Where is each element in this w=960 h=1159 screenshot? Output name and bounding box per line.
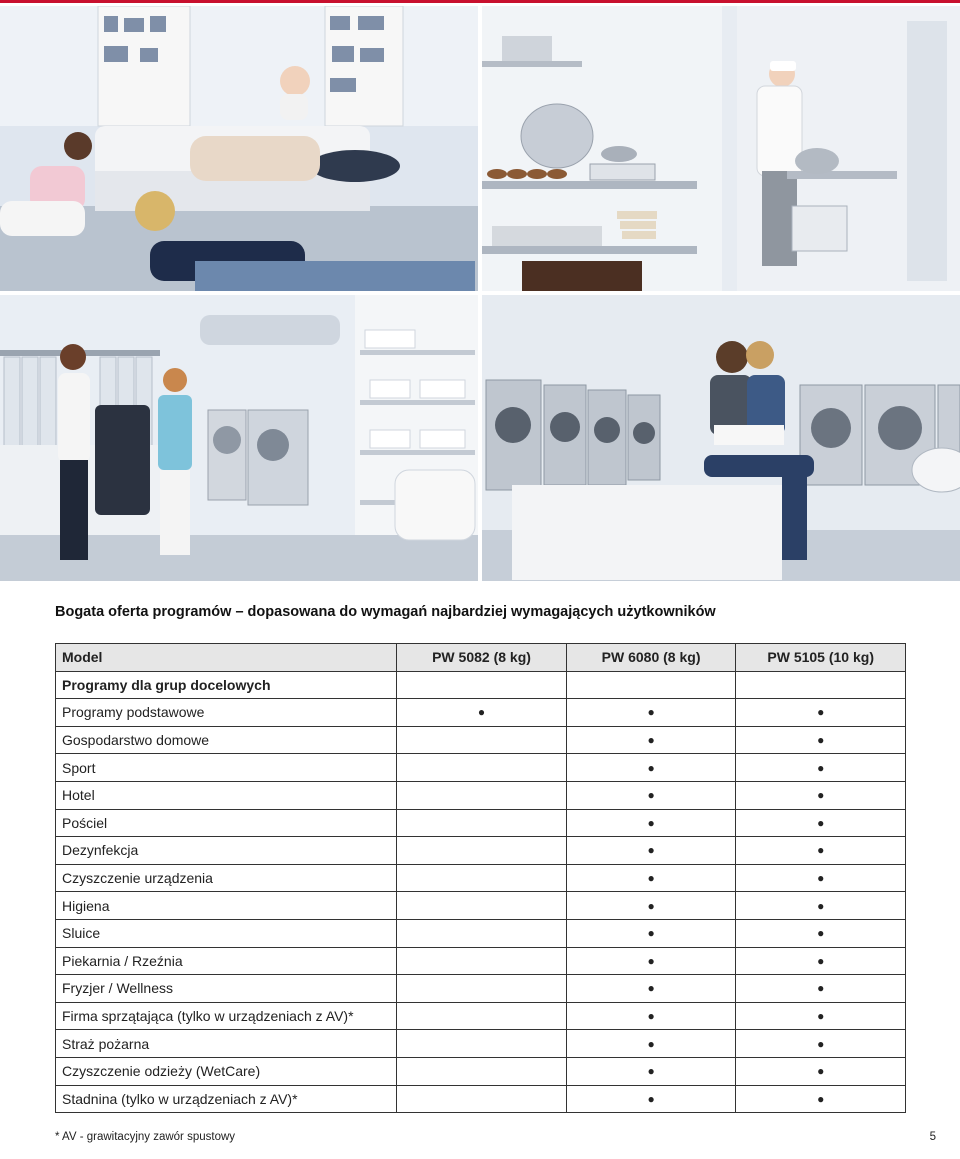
table-row bbox=[56, 837, 906, 865]
program-label: Hotel bbox=[56, 781, 397, 809]
header-pw5105: PW 5105 (10 kg) bbox=[736, 644, 906, 672]
group-row bbox=[56, 671, 906, 699]
table-row bbox=[56, 699, 906, 727]
pw5082-availability: ● bbox=[397, 699, 567, 727]
program-label: Programy podstawowe bbox=[56, 699, 397, 727]
table-row bbox=[56, 1085, 906, 1113]
pw5105-availability: ● bbox=[736, 864, 906, 892]
pw5082-availability bbox=[397, 1085, 567, 1113]
group-label: Programy dla grup docelowych bbox=[56, 671, 397, 699]
pw5082-availability bbox=[397, 781, 567, 809]
photo-laundry-service bbox=[0, 295, 478, 581]
program-label: Higiena bbox=[56, 892, 397, 920]
pw5082-availability bbox=[397, 1030, 567, 1058]
program-label: Straż pożarna bbox=[56, 1030, 397, 1058]
pw5105-availability: ● bbox=[736, 1057, 906, 1085]
pw6080-availability: ● bbox=[566, 919, 736, 947]
photo-family-living-room bbox=[0, 6, 478, 291]
pw5082-availability bbox=[397, 975, 567, 1003]
pw6080-availability: ● bbox=[566, 837, 736, 865]
pw5082-availability bbox=[397, 864, 567, 892]
pw5105-availability: ● bbox=[736, 781, 906, 809]
pw5082-availability bbox=[397, 754, 567, 782]
program-label: Sluice bbox=[56, 919, 397, 947]
pw6080-availability: ● bbox=[566, 1057, 736, 1085]
pw6080-availability: ● bbox=[566, 864, 736, 892]
program-label: Stadnina (tylko w urządzeniach z AV)* bbox=[56, 1085, 397, 1113]
pw5082-availability bbox=[397, 809, 567, 837]
pw6080-availability: ● bbox=[566, 1002, 736, 1030]
program-label: Fryzjer / Wellness bbox=[56, 975, 397, 1003]
pw5105-availability: ● bbox=[736, 1002, 906, 1030]
pw6080-availability: ● bbox=[566, 1085, 736, 1113]
group-empty-cell bbox=[397, 671, 567, 699]
pw5105-availability: ● bbox=[736, 1030, 906, 1058]
pw5105-availability: ● bbox=[736, 754, 906, 782]
pw6080-availability: ● bbox=[566, 975, 736, 1003]
section-heading: Bogata oferta programów – dopasowana do wymagań najbardziej wymagających użytkowników bbox=[55, 604, 716, 620]
pw5105-availability: ● bbox=[736, 1085, 906, 1113]
program-label: Czyszczenie odzieży (WetCare) bbox=[56, 1057, 397, 1085]
pw5105-availability: ● bbox=[736, 837, 906, 865]
table-row bbox=[56, 726, 906, 754]
pw6080-availability: ● bbox=[566, 892, 736, 920]
photo-bakery-kitchen bbox=[482, 6, 960, 291]
group-empty-cell bbox=[736, 671, 906, 699]
pw5082-availability bbox=[397, 892, 567, 920]
pw5082-availability bbox=[397, 726, 567, 754]
table-header-row bbox=[56, 644, 906, 672]
pw5105-availability: ● bbox=[736, 699, 906, 727]
header-model: Model bbox=[56, 644, 397, 672]
header-pw6080: PW 6080 (8 kg) bbox=[566, 644, 736, 672]
table-row bbox=[56, 975, 906, 1003]
table-row bbox=[56, 947, 906, 975]
pw5105-availability: ● bbox=[736, 809, 906, 837]
program-label: Pościel bbox=[56, 809, 397, 837]
group-empty-cell bbox=[566, 671, 736, 699]
pw5105-availability: ● bbox=[736, 975, 906, 1003]
program-label: Czyszczenie urządzenia bbox=[56, 864, 397, 892]
pw5082-availability bbox=[397, 947, 567, 975]
table-row bbox=[56, 809, 906, 837]
pw5105-availability: ● bbox=[736, 892, 906, 920]
pw6080-availability: ● bbox=[566, 947, 736, 975]
program-label: Sport bbox=[56, 754, 397, 782]
pw5105-availability: ● bbox=[736, 726, 906, 754]
table-row bbox=[56, 864, 906, 892]
pw5082-availability bbox=[397, 837, 567, 865]
program-label: Dezynfekcja bbox=[56, 837, 397, 865]
pw5082-availability bbox=[397, 919, 567, 947]
photo-laundromat-couple bbox=[482, 295, 960, 581]
pw5082-availability bbox=[397, 1057, 567, 1085]
program-label: Gospodarstwo domowe bbox=[56, 726, 397, 754]
table-row bbox=[56, 892, 906, 920]
pw5105-availability: ● bbox=[736, 947, 906, 975]
pw6080-availability: ● bbox=[566, 754, 736, 782]
pw6080-availability: ● bbox=[566, 1030, 736, 1058]
pw6080-availability: ● bbox=[566, 726, 736, 754]
page-number: 5 bbox=[929, 1131, 936, 1143]
table-row bbox=[56, 1057, 906, 1085]
pw5105-availability: ● bbox=[736, 919, 906, 947]
pw6080-availability: ● bbox=[566, 699, 736, 727]
table-row bbox=[56, 781, 906, 809]
pw6080-availability: ● bbox=[566, 781, 736, 809]
table-row bbox=[56, 754, 906, 782]
table-row bbox=[56, 1030, 906, 1058]
pw6080-availability: ● bbox=[566, 809, 736, 837]
footnote: * AV - grawitacyjny zawór spustowy bbox=[55, 1131, 236, 1143]
pw5082-availability bbox=[397, 1002, 567, 1030]
header-pw5082: PW 5082 (8 kg) bbox=[397, 644, 567, 672]
program-label: Firma sprzątająca (tylko w urządzeniach z AV)* bbox=[56, 1002, 397, 1030]
top-accent-bar bbox=[0, 0, 960, 3]
program-label: Piekarnia / Rzeźnia bbox=[56, 947, 397, 975]
program-table bbox=[55, 643, 906, 1113]
table-row bbox=[56, 1002, 906, 1030]
table-row bbox=[56, 919, 906, 947]
